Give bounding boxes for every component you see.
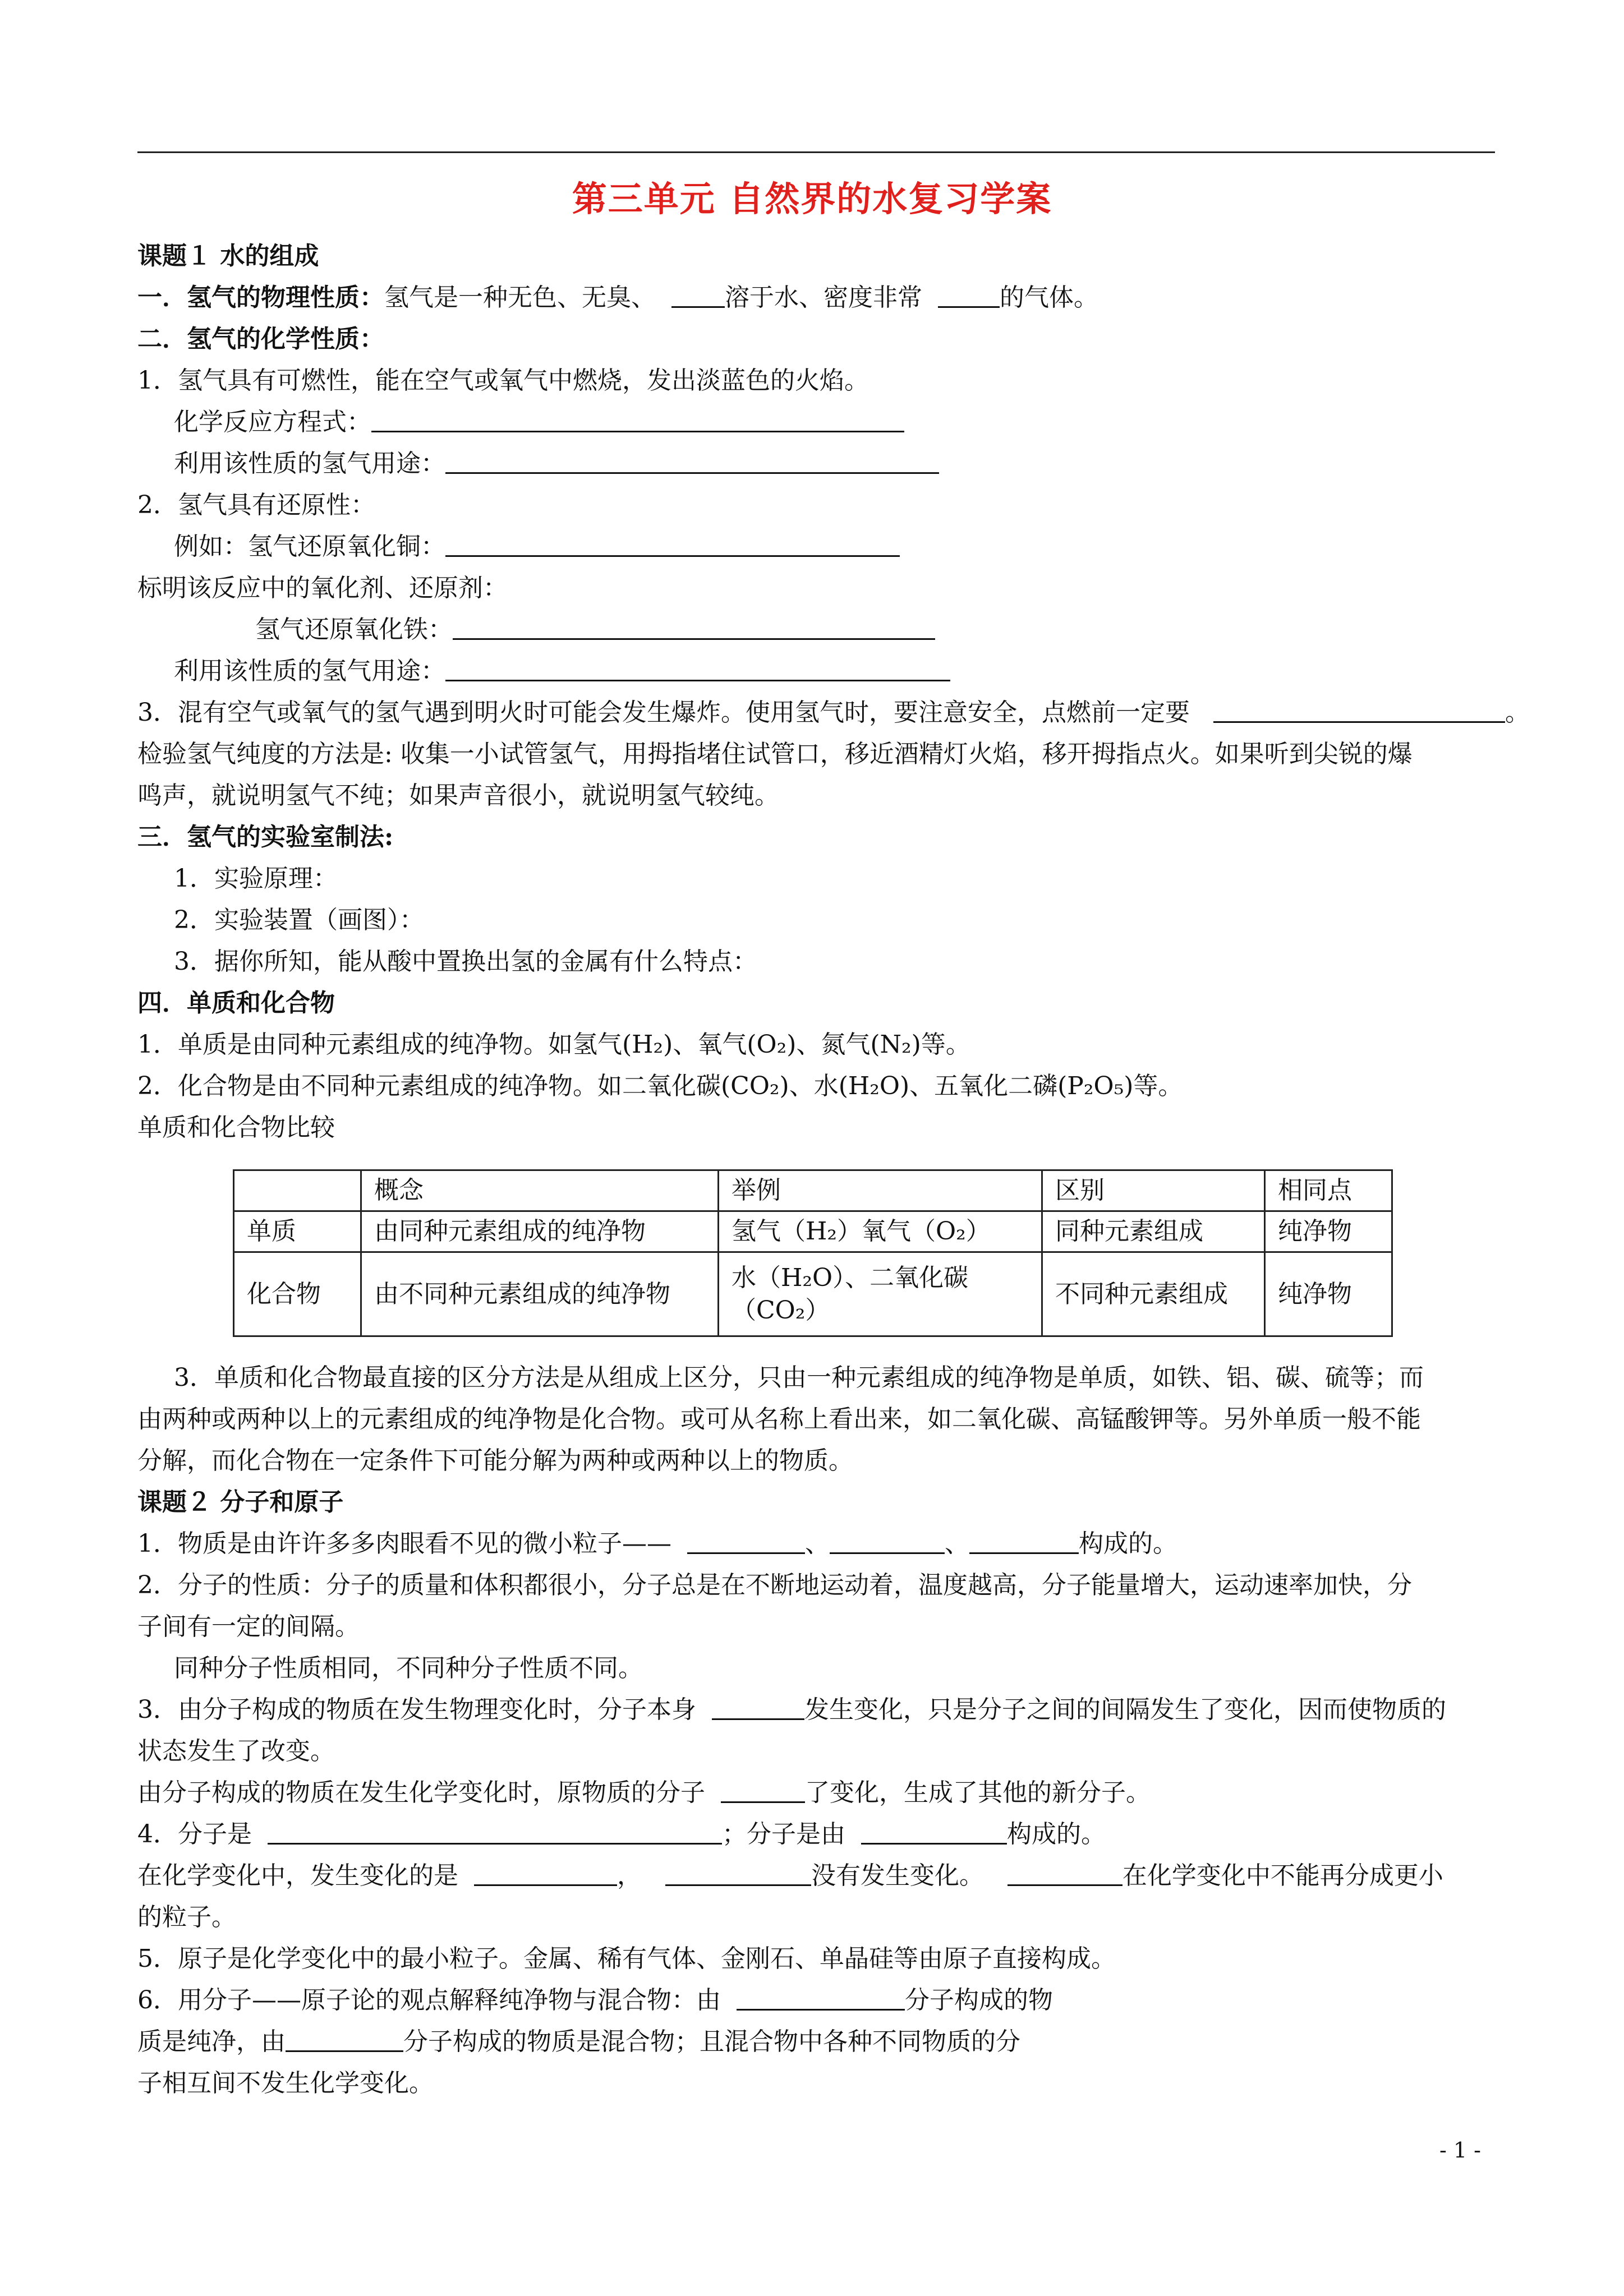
q2-line-1: 2．分子的性质：分子的质量和体积都很小，分子总是在不断地运动着，温度越高，分子能量增大，运动速率加快，分 [137, 1571, 1412, 1599]
section1-text-c: 的气体。 [999, 283, 1098, 312]
table-cell: 水（H₂O）、二氧化碳（CO₂） [719, 1252, 1042, 1336]
compare-label: 单质和化合物比较 [137, 1113, 335, 1142]
section1-heading: 一．氢气的物理性质： [137, 283, 384, 312]
lesson1-heading: 课题１ 水的组成 [137, 242, 319, 270]
comparison-table [233, 1169, 1393, 1337]
use-line-1 [174, 443, 1531, 485]
blank-same-molecule[interactable] [737, 1986, 905, 2011]
q3-text-e: 了变化，生成了其他的新分子。 [804, 1778, 1151, 1807]
table-cell: 由不同种元素组成的纯净物 [361, 1252, 719, 1336]
q3-text-d: 由分子构成的物质在发生化学变化时，原物质的分子 [137, 1778, 705, 1807]
section1-line [137, 277, 1495, 319]
table-cell: 由同种元素组成的纯净物 [361, 1211, 719, 1252]
blank-changed[interactable] [474, 1862, 617, 1886]
table-header-cell: 举例 [719, 1170, 1042, 1211]
table-cell: 化合物 [234, 1252, 361, 1336]
cuo-line [174, 526, 1531, 568]
explosion-end: 。 [1505, 698, 1530, 727]
distinguish-line-2: 由两种或两种以上的元素组成的纯净物是化合物。或可从名称上看出来，如二氧化碳、高锰酸钾等。另外单质一般不能 [137, 1405, 1421, 1433]
use-line-2 [174, 651, 1531, 692]
blank-density[interactable] [938, 284, 1000, 308]
q4-text-g: 在化学变化中不能再分成更小 [1122, 1861, 1443, 1890]
q3-line-3 [137, 1772, 1495, 1814]
blank-particle-1[interactable] [687, 1530, 805, 1554]
q1-text: 1．物质是由许许多多肉眼看不见的微小粒子—— [137, 1529, 671, 1558]
table-header-cell: 区别 [1042, 1170, 1265, 1211]
q1-sep-1: 、 [804, 1529, 830, 1558]
equation-label: 化学反应方程式： [174, 408, 371, 436]
q1-sep-2: 、 [944, 1529, 969, 1558]
q3-line-2: 状态发生了改变。 [137, 1737, 335, 1765]
table-header-cell: 概念 [361, 1170, 719, 1211]
table-cell: 氢气（H₂）氧气（O₂） [719, 1211, 1042, 1252]
q1-line [137, 1523, 1495, 1565]
q5-line: 5．原子是化学变化中的最小粒子。金属、稀有气体、金刚石、单晶硅等由原子直接构成。 [137, 1944, 1116, 1973]
distinguish-line-3: 分解，而化合物在一定条件下可能分解为两种或两种以上的物质。 [137, 1446, 853, 1475]
q4-text-c: 构成的。 [1006, 1820, 1106, 1848]
blank-unchanged[interactable] [665, 1862, 811, 1886]
table-cell: 单质 [234, 1211, 361, 1252]
element-definition: 1．单质是由同种元素组成的纯净物。如氢气(H₂)、氧气(O₂)、氮气(N₂)等。 [137, 1030, 970, 1059]
blank-molecule-made[interactable] [861, 1820, 1007, 1845]
table-header-row [234, 1170, 1392, 1211]
section1-text-a: 氢气是一种无色、无臭、 [384, 283, 656, 312]
blank-equation[interactable] [371, 408, 904, 432]
fe-label: 氢气还原氧化铁： [255, 615, 453, 644]
q1-end: 构成的。 [1078, 1529, 1177, 1558]
q4-text-a: 4．分子是 [137, 1820, 252, 1848]
table-cell: 纯净物 [1265, 1252, 1392, 1336]
blank-use-2[interactable] [445, 657, 950, 681]
q6-text-a: 6．用分子——原子论的观点解释纯净物与混合物：由 [137, 1986, 721, 2014]
purity-test-line-1: 检验氢气纯度的方法是: 收集一小试管氢气，用拇指堵住试管口，移近酒精灯火焰，移开拇指点火。如果听到尖锐的爆 [137, 740, 1413, 768]
blank-solubility[interactable] [671, 284, 725, 308]
blank-cuo[interactable] [445, 533, 900, 557]
q6-text-b: 分子构成的物 [904, 1986, 1053, 2014]
q4-text-b: ；分子是由 [721, 1820, 845, 1848]
q6-text-c: 质是纯净，由 [137, 2027, 286, 2056]
compound-definition: 2．化合物是由不同种元素组成的纯净物。如二氧化碳(CO₂)、水(H₂O)、五氧化二磷(P₂O₅)等。 [137, 1072, 1183, 1100]
blank-atom[interactable] [1007, 1862, 1122, 1886]
equation-line [174, 402, 1531, 443]
lab-apparatus: 2．实验装置（画图）： [174, 906, 424, 934]
blank-diff-molecule[interactable] [286, 2028, 403, 2052]
q6-line-1 [137, 1980, 1495, 2021]
table-row [234, 1252, 1392, 1336]
q6-text-d: 分子构成的物质是混合物；且混合物中各种不同物质的分 [403, 2027, 1020, 2056]
distinguish-line-1: 3．单质和化合物最直接的区分方法是从组成上区分，只由一种元素组成的纯净物是单质，如铁、铝、碳、硫等；而 [174, 1363, 1424, 1392]
q4-line-1 [137, 1814, 1495, 1855]
purity-test-line-2: 鸣声，就说明氢气不纯；如果声音很小，就说明氢气较纯。 [137, 781, 779, 810]
q2-line-3: 同种分子性质相同，不同种分子性质不同。 [174, 1654, 643, 1682]
q4-text-f: 没有发生变化。 [811, 1861, 984, 1890]
section4-heading: 四．单质和化合物 [137, 989, 335, 1017]
q4-line-3: 的粒子。 [137, 1903, 236, 1931]
q3-line-1 [137, 1689, 1495, 1731]
q4-text-d: 在化学变化中，发生变化的是 [137, 1861, 458, 1890]
para-combustibility: 1．氢气具有可燃性，能在空气或氧气中燃烧，发出淡蓝色的火焰。 [137, 366, 869, 395]
blank-use-1[interactable] [445, 450, 939, 474]
blank-fe[interactable] [453, 616, 935, 640]
table-header-cell [234, 1170, 361, 1211]
para-reducibility: 2．氢气具有还原性： [137, 491, 375, 519]
para-explosion [137, 692, 1530, 734]
blank-purity[interactable] [1213, 699, 1505, 723]
table-cell: 同种元素组成 [1042, 1211, 1265, 1252]
table-cell: 纯净物 [1265, 1211, 1392, 1252]
blank-chemical[interactable] [721, 1779, 805, 1803]
section2-heading: 二．氢气的化学性质： [137, 325, 384, 353]
mark-agents: 标明该反应中的氧化剂、还原剂： [137, 574, 508, 602]
table-row [234, 1211, 1392, 1252]
q2-line-2: 子间有一定的间隔。 [137, 1612, 360, 1641]
section3-heading: 三．氢气的实验室制法: [137, 823, 394, 851]
blank-particle-3[interactable] [969, 1530, 1079, 1554]
blank-particle-2[interactable] [830, 1530, 945, 1554]
q6-line-3: 子相互间不发生化学变化。 [137, 2069, 434, 2097]
table-cell: 不同种元素组成 [1042, 1252, 1265, 1336]
use-label-1: 利用该性质的氢气用途： [174, 449, 445, 478]
blank-molecule-def[interactable] [268, 1820, 722, 1845]
table-header-cell: 相同点 [1265, 1170, 1392, 1211]
blank-physical[interactable] [712, 1696, 804, 1720]
fe-line [255, 609, 1613, 651]
section1-text-b: 溶于水、密度非常 [724, 283, 922, 312]
page-title: 第三单元 自然界的水复习学案 [572, 178, 1052, 219]
explosion-text: 3．混有空气或氧气的氢气遇到明火时可能会发生爆炸。使用氢气时，要注意安全，点燃前一定要 [137, 698, 1190, 727]
q4-text-e: ， [617, 1861, 642, 1890]
q3-text-a: 3．由分子构成的物质在发生物理变化时，分子本身 [137, 1695, 696, 1724]
cuo-label: 例如：氢气还原氧化铜： [174, 532, 445, 561]
q4-line-2 [137, 1855, 1495, 1897]
lesson2-heading: 课题２ 分子和原子 [137, 1488, 344, 1516]
lab-metals: 3．据你所知，能从酸中置换出氢的金属有什么特点： [174, 947, 757, 976]
use-label-2: 利用该性质的氢气用途： [174, 657, 445, 685]
q3-text-b: 发生变化，只是分子之间的间隔发生了变化，因而使物质的 [804, 1695, 1446, 1724]
page-number: - 1 - [1439, 2138, 1481, 2163]
header-rule [137, 151, 1495, 153]
q6-line-2 [137, 2021, 1495, 2063]
lab-principle: 1．实验原理： [174, 864, 338, 893]
